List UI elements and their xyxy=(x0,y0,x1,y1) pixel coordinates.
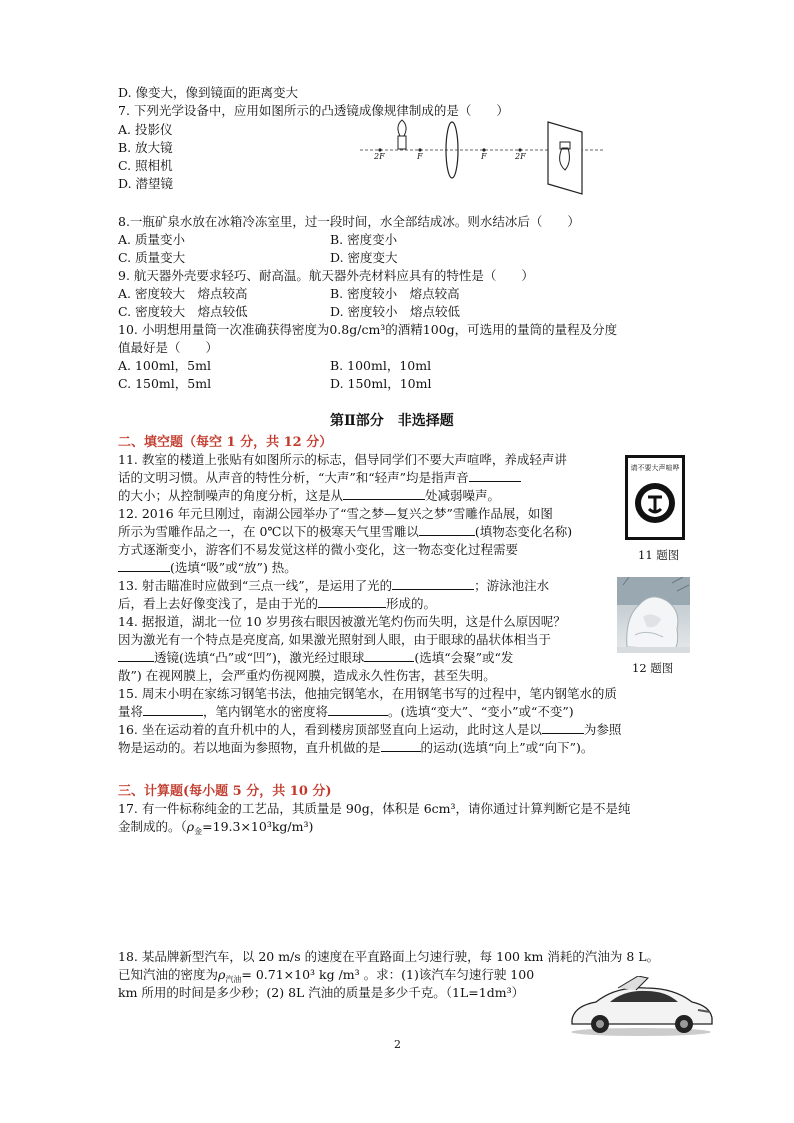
q13-line1-text: 13. 射击瞄准时应做到“三点一线”，是运用了光的 xyxy=(118,578,393,593)
label-f-left: F xyxy=(417,152,423,161)
q9-option-a: A. 密度较大 熔点较高 xyxy=(118,286,248,301)
q11-line2-text: 话的文明习惯。从声音的特性分析，“大声”和“轻声”均是指声音 xyxy=(118,470,469,485)
q18-rho-subscript: 汽油 xyxy=(225,975,242,984)
q6-option-d: D. 像变大，像到镜面的距离变大 xyxy=(118,85,299,100)
q13-blank-2[interactable] xyxy=(318,595,386,608)
q12-line4-text: (选填“吸”或“放”) 热。 xyxy=(170,560,297,575)
q7-option-d: D. 潜望镜 xyxy=(118,176,174,191)
part2-title: 第Ⅱ部分 非选择题 xyxy=(330,413,454,429)
q11-blank-2[interactable] xyxy=(343,487,425,500)
q10-option-b: B. 100ml，10ml xyxy=(330,358,432,373)
q14-line3 xyxy=(118,649,513,667)
q17-line2-text: 金制成的。 xyxy=(118,819,181,834)
snow-sculpture-image xyxy=(617,577,690,653)
q11-line3 xyxy=(118,487,500,505)
q16-line1 xyxy=(118,721,621,739)
q8-option-c: C. 质量变大 xyxy=(118,250,186,265)
q13-line2-end: 形成的。 xyxy=(386,596,437,611)
q15-line2-mid: ，笔内钢笔水的密度将 xyxy=(203,704,329,719)
q8-option-a: A. 质量变小 xyxy=(118,232,185,247)
car-image xyxy=(566,976,716,1038)
q10-option-a: A. 100ml，5ml xyxy=(118,358,211,373)
q17-formula-value: =19.3×10³kg/m³) xyxy=(202,819,314,834)
q12-line3: 方式逐渐变小，游客们不易发觉这样的微小变化，这一物态变化过程需要 xyxy=(118,542,519,557)
page-number: 2 xyxy=(394,1038,401,1051)
q11-line3-text: 的大小；从控制噪声的角度分析，这是从 xyxy=(118,488,344,503)
q16-line1-text: 16. 坐在运动着的直升机中的人，看到楼房顶部竖直向上运动，此时这人是以 xyxy=(118,722,542,737)
q12-blank-2[interactable] xyxy=(118,559,170,572)
q14-line1: 14. 据报道，湖北一位 10 岁男孩右眼因被激光笔灼伤而失明，这是什么原因呢？ xyxy=(118,614,566,629)
q11-line2 xyxy=(118,469,521,487)
q8-option-d: D. 密度变大 xyxy=(330,250,398,265)
q12-line1: 12. 2016 年元旦刚过，南湖公园举办了“雪之梦—复兴之梦”雪雕作品展，如图 xyxy=(118,506,553,521)
q16-line1-end: 为参照 xyxy=(583,722,622,737)
q10-line2: 值最好是（ ） xyxy=(118,340,219,355)
figure-11-label: 11 题图 xyxy=(638,548,680,562)
q18-line3: km 所用的时间是多少秒；(2) 8L 汽油的质量是多少千克。（1L=1dm³） xyxy=(118,985,525,1000)
q10-option-d: D. 150ml，10ml xyxy=(330,376,432,391)
q14-blank-1[interactable] xyxy=(118,649,154,662)
q15-line2-text: 量将 xyxy=(118,704,144,719)
section3-heading: 三、计算题(每小题 5 分，共 10 分) xyxy=(118,784,332,799)
q9-option-b: B. 密度较小 熔点较高 xyxy=(330,286,460,301)
q10-option-c: C. 150ml，5ml xyxy=(118,376,212,391)
q10-line1: 10. 小明想用量筒一次准确获得密度为0.8g/cm³的酒精100g，可选用的量筒的量程及分度 xyxy=(118,322,618,337)
q18-line2-end: = 0.71×10³ kg /m³ 。求：(1)该汽车匀速行驶 100 xyxy=(241,967,535,982)
label-2f-right: 2F xyxy=(515,152,526,161)
q11-line1: 11. 教室的楼道上张贴有如图所示的标志，倡导同学们不要大声喧哗，养成轻声讲 xyxy=(118,452,567,467)
q8-stem: 8.一瓶矿泉水放在冰箱冷冻室里，过一段时间，水全部结成冰。则水结冰后（ ） xyxy=(118,214,580,229)
q15-line2 xyxy=(118,703,574,721)
q12-line2-end: (填物态变化名称) xyxy=(474,524,573,539)
q12-blank-1[interactable] xyxy=(419,523,475,536)
q7-stem: 7. 下列光学设备中，应用如图所示的凸透镜成像规律制成的是（ ） xyxy=(118,103,509,118)
section2-heading: 二、填空题（每空 1 分，共 12 分） xyxy=(118,435,333,450)
q14-line2: 因为激光有一个特点是亮度高, 如果激光照射到人眼，由于眼球的晶状体相当于 xyxy=(118,632,551,647)
sign-emblem-icon xyxy=(628,473,682,533)
q15-blank-2[interactable] xyxy=(328,703,388,716)
q16-line2-end: 的运动(选填“向上”或“向下”)。 xyxy=(420,740,594,755)
q17-line1: 17. 有一件标称纯金的工艺品，其质量是 90g，体积是 6cm³，请你通过计算判断它是不是纯 xyxy=(118,801,631,816)
label-f-right: F xyxy=(481,152,487,161)
q13-line1-end: ；游泳池注水 xyxy=(474,578,550,593)
q17-rho-subscript: 金 xyxy=(194,827,203,836)
q12-line2 xyxy=(118,523,572,541)
q13-blank-1[interactable] xyxy=(392,577,474,590)
snow-sculpture-photo xyxy=(617,577,690,653)
q14-blank-2[interactable] xyxy=(364,649,414,662)
q7-option-a: A. 投影仪 xyxy=(118,122,173,137)
q11-blank-1[interactable] xyxy=(469,469,521,482)
q9-stem: 9. 航天器外壳要求轻巧、耐高温。航天器外壳材料应具有的特性是（ ） xyxy=(118,268,534,283)
sign-text: 请不要大声喧哗 xyxy=(630,464,680,472)
q17-rho-symbol: ρ xyxy=(186,819,195,834)
q7-option-b: B. 放大镜 xyxy=(118,140,173,155)
q18-line1: 18. 某品牌新型汽车，以 20 m/s 的速度在平直路面上匀速行驶，每 100 km 消耗的汽油为 8 L。 xyxy=(118,949,660,964)
q13-line1 xyxy=(118,577,549,595)
q13-line2-text: 后，看上去好像变浅了，是由于光的 xyxy=(118,596,319,611)
q15-blank-1[interactable] xyxy=(143,703,203,716)
q18-rho-symbol: ρ xyxy=(218,967,226,982)
q9-option-d: D. 密度较小 熔点较低 xyxy=(330,304,461,319)
q11-line3-end: 处减弱噪声。 xyxy=(425,488,501,503)
label-2f-left: 2F xyxy=(374,152,385,161)
q9-option-c: C. 密度较大 熔点较低 xyxy=(118,304,248,319)
q14-line3-end: (选填“会聚”或“发 xyxy=(414,650,514,665)
lens-diagram xyxy=(360,118,605,198)
q7-option-c: C. 照相机 xyxy=(118,158,173,173)
q18-line2-text: 已知汽油的密度为 xyxy=(118,967,219,982)
q8-option-b: B. 密度变小 xyxy=(330,232,398,247)
q14-line4: 散”) 在视网膜上，会严重灼伤视网膜，造成永久性伤害，甚至失明。 xyxy=(118,668,496,683)
q16-line2-text: 物是运动的。若以地面为参照物，直升机做的是 xyxy=(118,740,381,755)
q15-line2-end: 。(选填“变大”、“变小”或“不变”) xyxy=(388,704,574,719)
q17-line2: 金制成的。$(\rho_金=19.3\times 10^3kg/m^3)$ xyxy=(118,819,314,836)
q14-line3-text: 透镜(选填“凸”或“凹”)，激光经过眼球 xyxy=(154,650,365,665)
q16-line2 xyxy=(118,739,593,757)
no-loud-noise-sign xyxy=(625,455,685,540)
q16-blank-2[interactable] xyxy=(381,739,421,752)
q13-line2 xyxy=(118,595,436,613)
q16-blank-1[interactable] xyxy=(542,721,584,734)
q12-line4 xyxy=(118,559,297,577)
sports-car-icon xyxy=(566,976,716,1038)
q15-line1: 15. 周末小明在家练习钢笔书法，他抽完钢笔水，在用钢笔书写的过程中，笔内钢笔水的质 xyxy=(118,686,617,701)
q12-line2-text: 所示为雪雕作品之一，在 0℃以下的极寒天气里雪雕以 xyxy=(118,524,419,539)
figure-12-label: 12 题图 xyxy=(632,661,674,675)
